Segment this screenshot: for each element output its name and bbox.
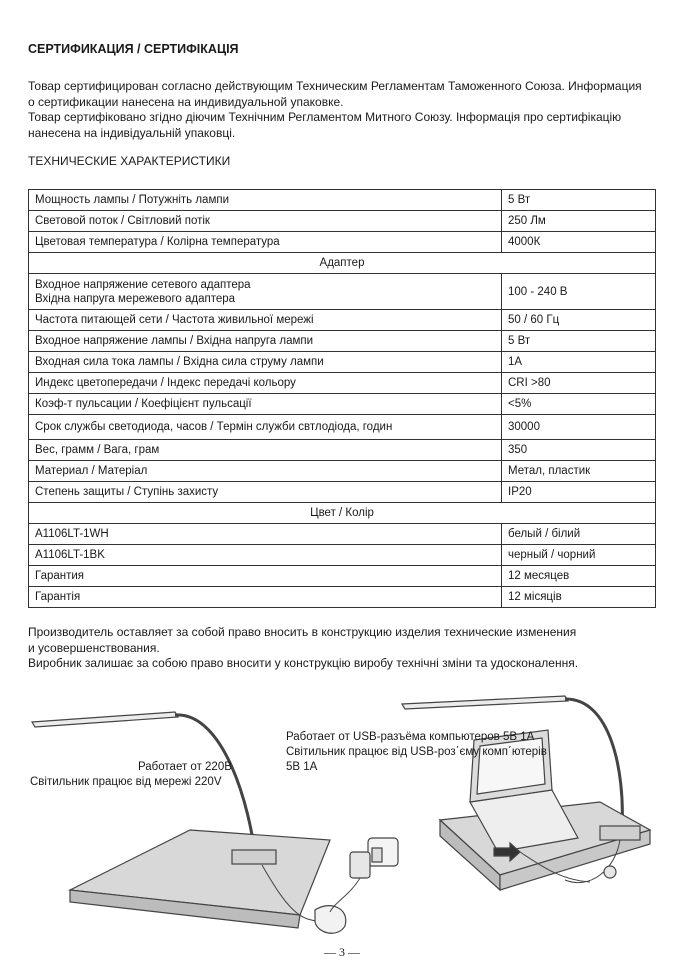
table-row	[29, 545, 656, 566]
table-row	[29, 566, 656, 587]
spec-label: Частота питающей сети / Частота живильної мережі	[29, 310, 502, 331]
hand-icon	[315, 906, 346, 934]
certification-title: СЕРТИФИКАЦИЯ / СЕРТИФІКАЦІЯ	[28, 42, 239, 56]
power-adapter-icon	[350, 852, 370, 878]
spec-value: 12 месяцев	[502, 566, 656, 587]
spec-value: 350	[502, 440, 656, 461]
usage-illustration	[0, 690, 684, 950]
table-row	[29, 352, 656, 373]
lamp-head-icon	[402, 696, 568, 709]
table-row	[29, 587, 656, 608]
spec-value: 5 Вт	[502, 331, 656, 352]
mains-caption-ua: Світильник працює від мережі 220V	[30, 776, 222, 788]
spec-label: Срок службы светодиода, часов / Термін служби свтлодіода, годин	[29, 415, 502, 440]
cert-ua-line2: нанесена на індивідуальній упаковці.	[28, 125, 236, 140]
spec-label-ru: Входное напряжение сетевого адаптера	[35, 278, 251, 291]
table-row	[29, 232, 656, 253]
spec-value: 30000	[502, 415, 656, 440]
table-section-header	[29, 253, 656, 274]
table-row	[29, 482, 656, 503]
usb-caption-ua-line2: 5В 1А	[286, 761, 318, 773]
tech-specs-title: ТЕХНИЧЕСКИЕ ХАРАКТЕРИСТИКИ	[28, 154, 231, 168]
table-section-header	[29, 503, 656, 524]
clamp-icon	[232, 850, 276, 864]
spec-label: Коэф-т пульсации / Коефіцієнт пульсації	[29, 394, 502, 415]
spec-value: CRI >80	[502, 373, 656, 394]
lamp-head-icon	[32, 712, 178, 727]
spec-label: Цветовая температура / Колірна температура	[29, 232, 502, 253]
spec-label: Входное напряжение лампы / Вхідна напруга лампи	[29, 331, 502, 352]
usb-lamp-illustration	[402, 696, 650, 890]
table-row	[29, 415, 656, 440]
note-ru-line2: и усовершенствования.	[28, 640, 160, 655]
spec-value: 1А	[502, 352, 656, 373]
spec-value: белый / білий	[502, 524, 656, 545]
usb-caption	[286, 730, 547, 775]
page-number: — 3 —	[324, 945, 360, 959]
note-ua-line1: Виробник залишає за собою право вносити у конструкцію виробу технічні зміни та удосконалення.	[28, 656, 579, 670]
usb-caption-ua-line1: Світильник працює від USB-роз΄єму комп΄ютерів	[286, 746, 547, 758]
mains-caption	[138, 760, 232, 775]
spec-label: A1106LT-1WH	[29, 524, 502, 545]
spec-label: Индекс цветопередачи / Індекс передачі кольору	[29, 373, 502, 394]
table-row	[29, 373, 656, 394]
spec-label: Мощность лампы / Потужніть лампи	[29, 190, 502, 211]
table-row	[29, 274, 656, 310]
spec-value: 250 Лм	[502, 211, 656, 232]
specs-table	[28, 189, 656, 608]
cert-ua-line1: Товар сертифіковано згідно діючим Технічним Регламентом Митного Союзу. Інформація про сертифікацію	[28, 110, 622, 124]
spec-value: 12 місяців	[502, 587, 656, 608]
spec-label: Степень защиты / Ступінь захисту	[29, 482, 502, 503]
spec-label: Вес, грамм / Вага, грам	[29, 440, 502, 461]
clamp-icon	[600, 826, 640, 840]
spec-value: черный / чорний	[502, 545, 656, 566]
spec-value: IP20	[502, 482, 656, 503]
table-row	[29, 310, 656, 331]
table-row	[29, 461, 656, 482]
spec-label	[29, 274, 502, 310]
spec-value: 5 Вт	[502, 190, 656, 211]
table-row	[29, 440, 656, 461]
mains-caption-ua-wrap	[30, 775, 222, 790]
certification-text	[28, 79, 658, 141]
spec-label: Гарантия	[29, 566, 502, 587]
spec-value: <5%	[502, 394, 656, 415]
spec-label: Световой поток / Світловий потік	[29, 211, 502, 232]
note-ru-line1: Производитель оставляет за собой право вносить в конструкцию изделия технические изменения	[28, 625, 577, 639]
table-row	[29, 211, 656, 232]
spec-value: 4000К	[502, 232, 656, 253]
table-row	[29, 331, 656, 352]
spec-value: 50 / 60 Гц	[502, 310, 656, 331]
adapter-header: Адаптер	[29, 253, 656, 274]
usb-plug-icon	[604, 866, 616, 878]
mains-caption-ru: Работает от 220В	[138, 761, 232, 773]
manufacturer-note	[28, 625, 658, 672]
table-row	[29, 524, 656, 545]
spec-label-ua: Вхідна напруга мережевого адаптера	[35, 292, 236, 305]
cert-ru-line1: Товар сертифицирован согласно действующим Техническим Регламентам Таможенного Союза. Информация	[28, 79, 642, 93]
cert-ru-line2: о сертификации нанесена на индивидуальной упаковке.	[28, 94, 344, 109]
color-header: Цвет / Колір	[29, 503, 656, 524]
usb-caption-ru: Работает от USB-разъёма компьютеров 5В 1А	[286, 731, 535, 743]
spec-label: Гарантія	[29, 587, 502, 608]
spec-label: A1106LT-1BK	[29, 545, 502, 566]
spec-value: Метал, пластик	[502, 461, 656, 482]
table-row	[29, 394, 656, 415]
spec-value: 100 - 240 В	[502, 274, 656, 310]
table-row	[29, 190, 656, 211]
spec-label: Входная сила тока лампы / Вхідна сила струму лампи	[29, 352, 502, 373]
spec-label: Материал / Матеріал	[29, 461, 502, 482]
